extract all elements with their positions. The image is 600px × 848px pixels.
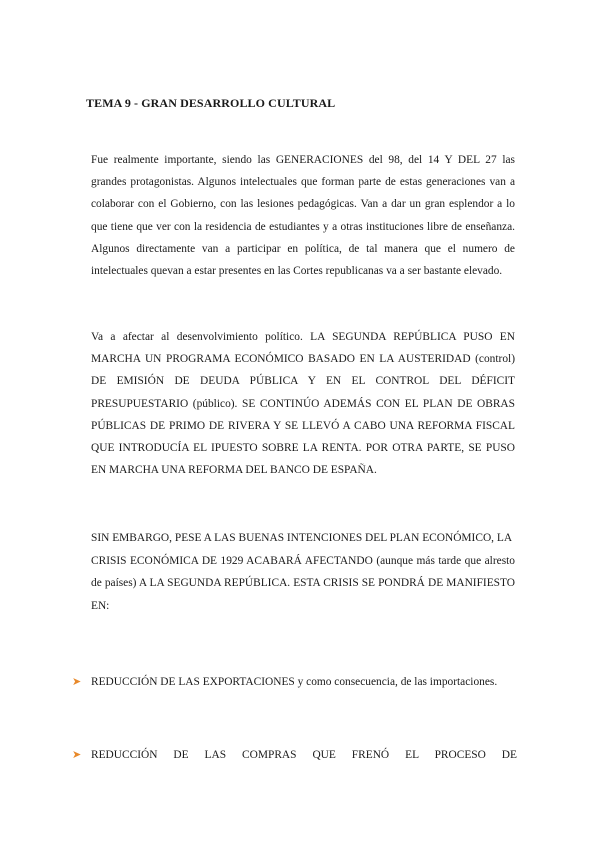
list-item-text: REDUCCIÓN DE LAS COMPRAS QUE FRENÓ EL PROCESO DE xyxy=(91,749,517,761)
paragraph-generaciones: Fue realmente importante, siendo las GENERACIONES del 98, del 14 Y DEL 27 las grandes protagonistas. Algunos intelectuales que forman parte de estas generaciones van a colaborar con el Gobierno, con las lesiones pedagógicas. Van a dar un gran esplendor a lo que tiene que ver con la residencia de estudiantes y a otras instituciones libre de enseñanza. Algunos directamente van a participar en política, de tal manera que el numero de intelectuales quevan a estar presentes en las Cortes republicanas va a ser bastante elevado. xyxy=(91,154,515,278)
list-item xyxy=(72,744,517,766)
list-item xyxy=(72,671,517,693)
paragraph-programa-economico: Va a afectar al desenvolvimiento político. LA SEGUNDA REPÚBLICA PUSO EN MARCHA UN PROGRAMA ECONÓMICO BASADO EN LA AUSTERIDAD (control) DE EMISIÓN DE DEUDA PÚBLICA Y EN EL CONTROL DEL DÉFICIT PRESUPUESTARIO (público). SE CONTINÚO ADEMÁS CON EL PLAN DE OBRAS PÚBLICAS DE PRIMO DE RIVERA Y SE LLEVÓ A CABO UNA REFORMA FISCAL QUE INTRODUCÍA EL IPUESTO SOBRE LA RENTA. POR OTRA PARTE, SE PUSO EN MARCHA UNA REFORMA DEL BANCO DE ESPAÑA. xyxy=(91,331,515,477)
paragraph-crisis-line1: SIN EMBARGO, PESE A LAS BUENAS INTENCIONES DEL PLAN ECONÓMICO, LA xyxy=(91,532,513,544)
arrow-bullet-icon: ➤ xyxy=(72,748,82,761)
document-title: TEMA 9 - GRAN DESARROLLO CULTURAL xyxy=(86,96,336,110)
paragraph-crisis-line2: CRISIS ECONÓMICA DE 1929 ACABARÁ AFECTANDO (aunque más tarde que alresto de países) A LA SEGUNDA REPÚBLICA. ESTA CRISIS SE PONDRÁ DE MANIFIESTO EN: xyxy=(91,555,515,612)
list-item-text: REDUCCIÓN DE LAS EXPORTACIONES y como consecuencia, de las importaciones. xyxy=(91,676,498,688)
arrow-bullet-icon: ➤ xyxy=(72,675,82,688)
paragraph-crisis xyxy=(91,527,515,617)
